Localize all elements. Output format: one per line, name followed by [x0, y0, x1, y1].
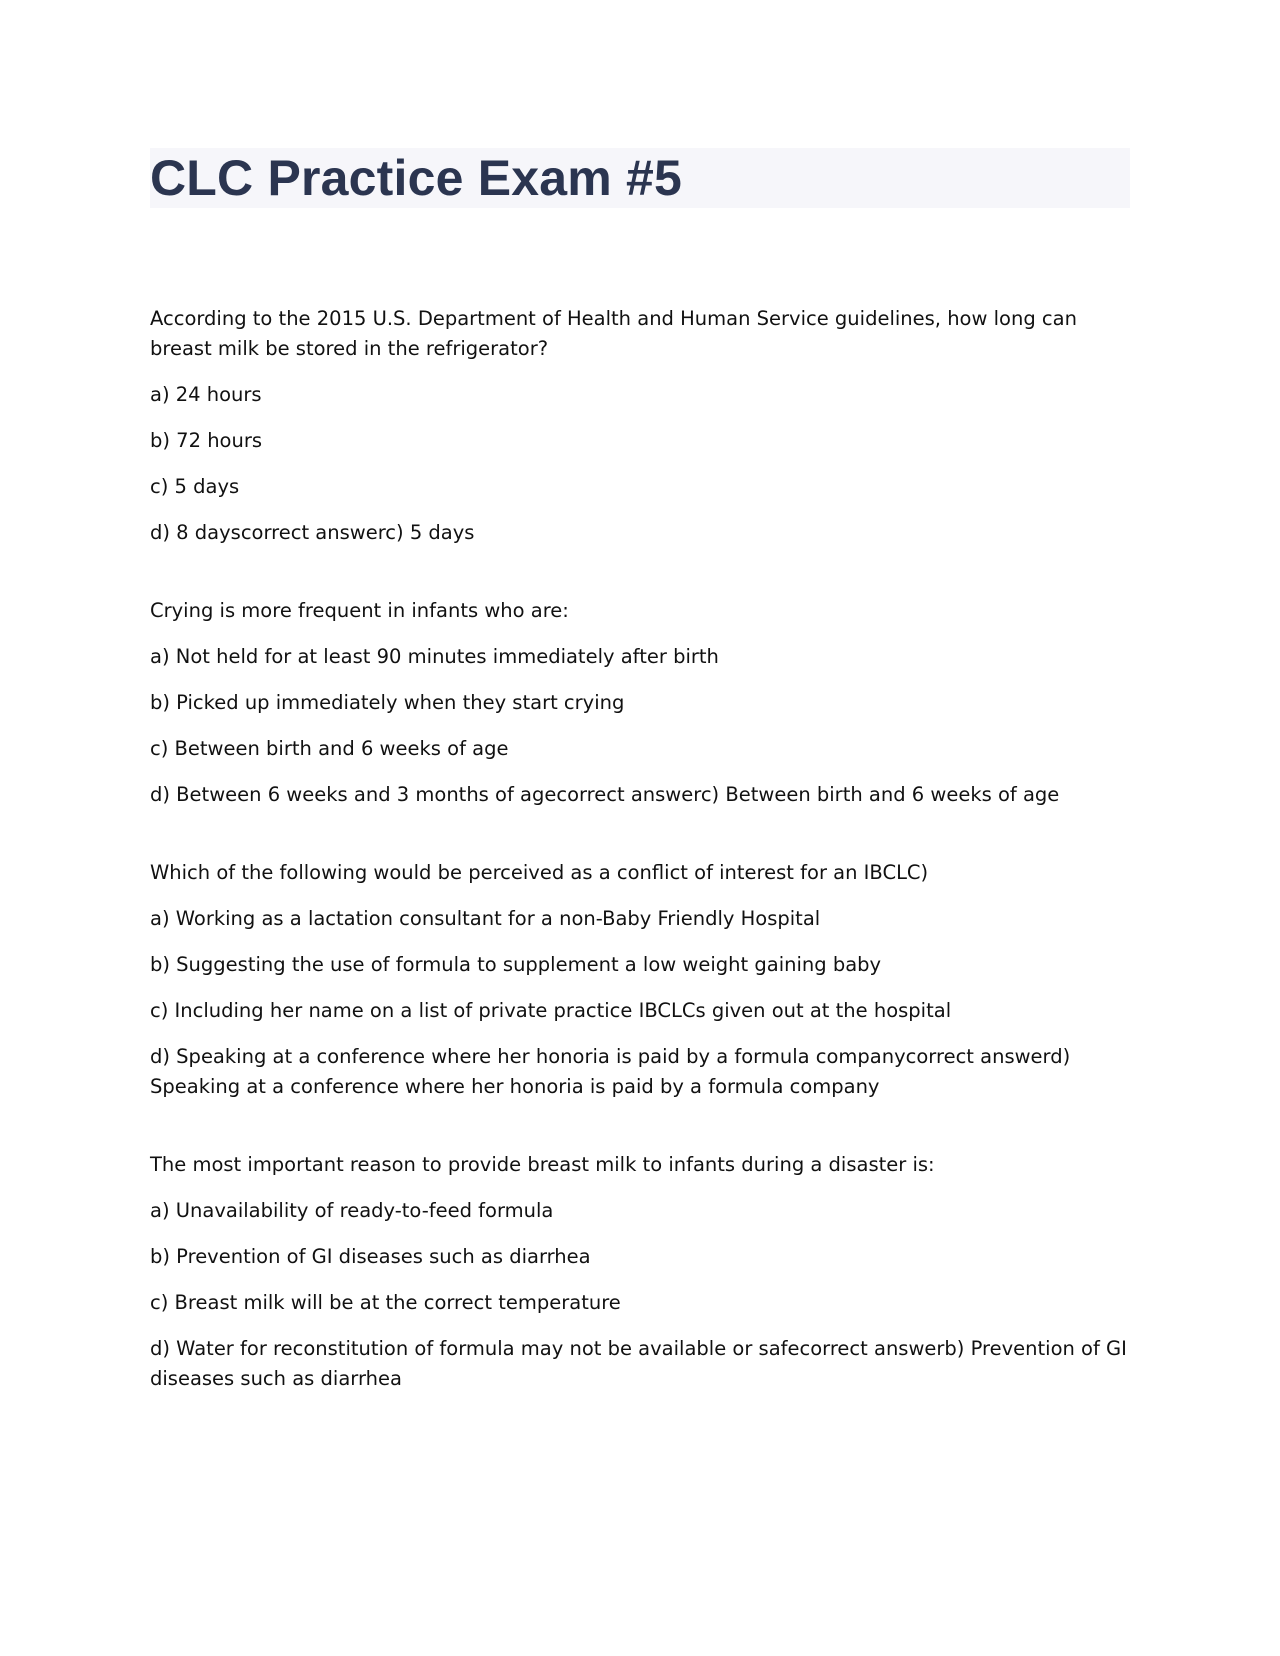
question-4	[150, 1150, 1130, 1394]
answer-option-c: c) Including her name on a list of private practice IBCLCs given out at the hospital	[150, 999, 952, 1022]
question-text: The most important reason to provide breast milk to infants during a disaster is:	[150, 1153, 935, 1176]
answer-option-a: a) Working as a lactation consultant for a non-Baby Friendly Hospital	[150, 907, 821, 930]
answer-option-d: d) Between 6 weeks and 3 months of agecorrect answerc) Between birth and 6 weeks of age	[150, 783, 1060, 806]
answer-option-c: c) Between birth and 6 weeks of age	[150, 737, 509, 760]
answer-option-c: c) 5 days	[150, 475, 240, 498]
answer-option-a: a) Unavailability of ready-to-feed formula	[150, 1199, 554, 1222]
answer-option-d: d) Speaking at a conference where her honoria is paid by a formula companycorrect answerd) Speaking at a conference where her honoria is paid by a formula company	[150, 1045, 1071, 1098]
answer-option-d: d) 8 dayscorrect answerc) 5 days	[150, 521, 475, 544]
answer-option-b: b) 72 hours	[150, 429, 263, 452]
question-text: According to the 2015 U.S. Department of Health and Human Service guidelines, how long can breast milk be stored in the refrigerator?	[150, 307, 1077, 360]
page-title: CLC Practice Exam #5	[150, 150, 683, 206]
answer-option-b: b) Prevention of GI diseases such as diarrhea	[150, 1245, 591, 1268]
answer-option-d: d) Water for reconstitution of formula may not be available or safecorrect answerb) Prevention of GI diseases such as diarrhea	[150, 1337, 1127, 1390]
answer-option-b: b) Picked up immediately when they start crying	[150, 691, 625, 714]
answer-option-b: b) Suggesting the use of formula to supplement a low weight gaining baby	[150, 953, 882, 976]
question-text: Which of the following would be perceived as a conflict of interest for an IBCLC)	[150, 861, 929, 884]
question-3	[150, 858, 1130, 1102]
answer-option-c: c) Breast milk will be at the correct temperature	[150, 1291, 621, 1314]
question-2	[150, 596, 1130, 810]
question-1	[150, 304, 1130, 548]
title-bar	[150, 148, 1130, 208]
question-text: Crying is more frequent in infants who are:	[150, 599, 569, 622]
answer-option-a: a) Not held for at least 90 minutes immediately after birth	[150, 645, 719, 668]
answer-option-a: a) 24 hours	[150, 383, 262, 406]
question-list	[150, 304, 1130, 1394]
document-page	[150, 148, 1130, 1442]
